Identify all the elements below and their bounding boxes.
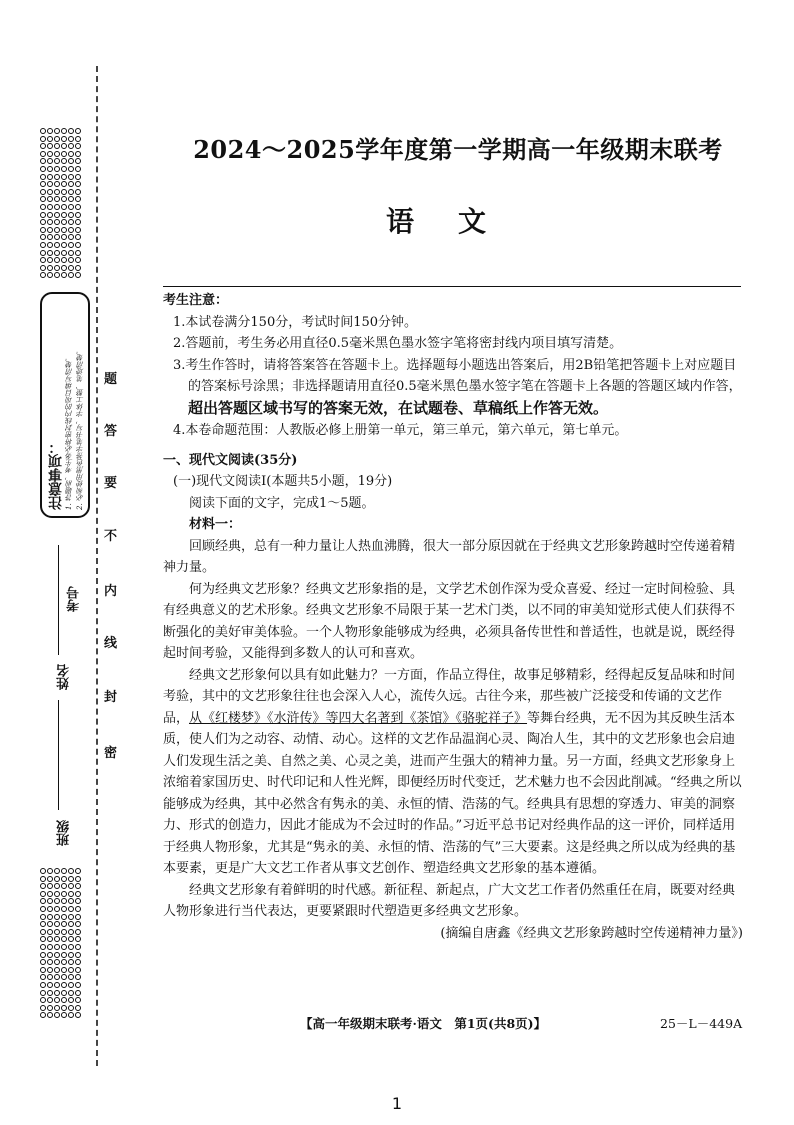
punch-hole-dot	[61, 898, 67, 904]
punch-hole-dot	[40, 265, 46, 271]
punch-hole-dot	[47, 898, 53, 904]
punch-hole-dot	[61, 189, 67, 195]
punch-hole-dot	[47, 883, 53, 889]
notice-item	[163, 355, 743, 421]
punch-hole-dot	[68, 250, 74, 256]
punch-hole-dot	[47, 219, 53, 225]
punch-hole-dot	[75, 876, 81, 882]
punch-hole-dot	[75, 212, 81, 218]
punch-hole-dot	[68, 929, 74, 935]
punch-hole-dot	[61, 876, 67, 882]
punch-hole-dot	[54, 136, 60, 142]
punch-hole-dot	[61, 265, 67, 271]
seal-char: 线	[104, 636, 118, 651]
punch-hole-dot	[47, 212, 53, 218]
punch-hole-dot	[75, 272, 81, 278]
punch-hole-dot	[54, 174, 60, 180]
punch-hole-dot	[40, 944, 46, 950]
punch-hole-dot	[47, 982, 53, 988]
punch-hole-dot	[47, 143, 53, 149]
punch-hole-dot	[40, 883, 46, 889]
punch-hole-dot	[61, 227, 67, 233]
punch-hole-dot	[75, 974, 81, 980]
punch-hole-dot	[40, 158, 46, 164]
punch-hole-dot	[68, 196, 74, 202]
punch-hole-dot	[61, 143, 67, 149]
punch-hole-dot	[61, 257, 67, 263]
punch-hole-dot	[54, 212, 60, 218]
punch-hole-dot	[61, 212, 67, 218]
punch-hole-dot	[68, 204, 74, 210]
punch-hole-dot	[40, 921, 46, 927]
punch-hole-dot	[68, 967, 74, 973]
punch-hole-dot	[54, 158, 60, 164]
punch-hole-dot	[68, 227, 74, 233]
punch-hole-dot	[54, 952, 60, 958]
punch-hole-dot	[75, 189, 81, 195]
seal-line	[96, 66, 98, 1066]
punch-hole-dot	[47, 974, 53, 980]
punch-hole-dot	[40, 196, 46, 202]
class-field-line[interactable]	[58, 700, 59, 810]
punch-hole-dot	[68, 959, 74, 965]
punch-hole-dot	[61, 936, 67, 942]
punch-hole-dot	[68, 166, 74, 172]
punch-hole-dot	[40, 906, 46, 912]
punch-hole-dot	[47, 166, 53, 172]
punch-hole-dot	[54, 936, 60, 942]
punch-hole-dot	[68, 974, 74, 980]
punch-hole-dot	[75, 128, 81, 134]
punch-hole-dot	[61, 158, 67, 164]
punch-hole-dot	[61, 166, 67, 172]
subject-title: 语文	[385, 205, 530, 238]
punch-hole-dot	[54, 219, 60, 225]
page-number: 1	[391, 1094, 403, 1113]
punch-hole-dot	[40, 959, 46, 965]
punch-hole-dot	[61, 219, 67, 225]
punch-hole-dot	[75, 891, 81, 897]
punch-hole-dot	[75, 982, 81, 988]
punch-hole-dot	[47, 250, 53, 256]
punch-hole-dot	[40, 151, 46, 157]
punch-hole-dot	[61, 906, 67, 912]
punch-hole-dot	[47, 876, 53, 882]
punch-hole-dot	[47, 265, 53, 271]
punch-hole-dot	[68, 982, 74, 988]
punch-hole-dot	[40, 898, 46, 904]
punch-hole-dot	[47, 272, 53, 278]
punch-hole-dot	[47, 189, 53, 195]
punch-hole-dot	[75, 883, 81, 889]
punch-hole-dot	[47, 967, 53, 973]
class-field-label: 班级	[57, 820, 72, 846]
punch-hole-dot	[54, 128, 60, 134]
punch-hole-dot	[75, 868, 81, 874]
punch-hole-dot	[75, 143, 81, 149]
punch-hole-dot	[47, 1005, 53, 1011]
punch-hole-dot	[47, 234, 53, 240]
punch-hole-dot	[68, 906, 74, 912]
punch-hole-dot	[68, 944, 74, 950]
punch-hole-dot	[68, 219, 74, 225]
punch-hole-dot	[75, 227, 81, 233]
punch-hole-dot	[54, 944, 60, 950]
punch-hole-dot	[75, 242, 81, 248]
punch-hole-dot	[68, 1012, 74, 1018]
punch-hole-dot	[54, 242, 60, 248]
punch-hole-dot	[54, 250, 60, 256]
punch-hole-dot	[68, 952, 74, 958]
punch-hole-dot	[40, 128, 46, 134]
paragraph: 何为经典文艺形象？经典文艺形象指的是，文学艺术创作深为受众喜爱、经过一定时间检验、具有经典意义的艺术形象。经典文艺形象不局限于某一艺术门类，以不同的审美知觉形式使人们获得不断强化的美好审美体验。一个人物形象能够成为经典，必须具备传世性和普适性，也就是说，既经得起时间考验，又能得到多数人的认可和喜欢。	[163, 581, 736, 661]
punch-hole-dot	[54, 257, 60, 263]
punch-hole-dot	[54, 272, 60, 278]
punch-hole-dot	[68, 891, 74, 897]
punch-hole-dot	[75, 174, 81, 180]
punch-hole-dot	[68, 272, 74, 278]
punch-hole-dot	[61, 868, 67, 874]
punch-hole-dot	[47, 151, 53, 157]
punch-hole-dot	[75, 952, 81, 958]
punch-hole-dot	[75, 997, 81, 1003]
exam-no-field-label: 考号	[67, 586, 82, 612]
punch-hole-dot	[68, 234, 74, 240]
punch-hole-dot	[40, 997, 46, 1003]
punch-hole-dot	[54, 204, 60, 210]
punch-hole-dot	[47, 868, 53, 874]
punch-hole-dot	[75, 967, 81, 973]
punch-hole-dot	[40, 1012, 46, 1018]
punch-hole-dot	[61, 272, 67, 278]
punch-hole-dot	[61, 967, 67, 973]
seal-char: 题	[104, 372, 118, 387]
material-label: 材料一：	[189, 517, 242, 532]
punch-hole-dot	[54, 868, 60, 874]
punch-hole-dot	[40, 143, 46, 149]
underlined-text: 从《红楼梦》《水浒传》等四大名著到《茶馆》《骆驼祥子》	[189, 710, 528, 726]
punch-hole-dot	[40, 1005, 46, 1011]
punch-hole-dot	[40, 952, 46, 958]
punch-hole-dot	[75, 936, 81, 942]
punch-hole-dot	[75, 151, 81, 157]
punch-hole-dot	[68, 189, 74, 195]
punch-hole-dot	[54, 967, 60, 973]
punch-hole-dot	[54, 876, 60, 882]
punch-hole-dot	[61, 959, 67, 965]
punch-hole-dot	[61, 982, 67, 988]
punch-hole-dot	[54, 227, 60, 233]
punch-hole-dot	[68, 242, 74, 248]
punch-hole-dot	[54, 990, 60, 996]
punch-hole-dot	[40, 272, 46, 278]
punch-hole-dot	[40, 166, 46, 172]
punch-hole-dot	[40, 929, 46, 935]
punch-hole-dot	[54, 929, 60, 935]
punch-hole-dot	[40, 189, 46, 195]
punch-hole-dot	[75, 1012, 81, 1018]
punch-hole-dot	[61, 891, 67, 897]
punch-hole-dot	[61, 181, 67, 187]
punch-hole-dot	[75, 136, 81, 142]
punch-hole-dot	[40, 136, 46, 142]
punch-hole-dot	[40, 181, 46, 187]
punch-hole-dot	[40, 242, 46, 248]
punch-hole-dot	[47, 227, 53, 233]
punch-hole-pattern-top	[40, 128, 88, 280]
punch-hole-dot	[54, 1005, 60, 1011]
punch-hole-dot	[54, 974, 60, 980]
punch-hole-dot	[75, 990, 81, 996]
punch-hole-dot	[61, 196, 67, 202]
punch-hole-dot	[47, 158, 53, 164]
section-heading: 一、现代文阅读(35分)	[163, 452, 298, 468]
punch-hole-dot	[40, 936, 46, 942]
punch-hole-dot	[61, 128, 67, 134]
punch-hole-dot	[75, 265, 81, 271]
punch-hole-dot	[40, 234, 46, 240]
punch-hole-dot	[75, 181, 81, 187]
punch-hole-dot	[75, 257, 81, 263]
punch-hole-dot	[47, 952, 53, 958]
punch-hole-dot	[54, 196, 60, 202]
source-citation: (摘编自唐鑫《经典文艺形象跨越时空传递精神力量》)	[440, 925, 743, 941]
exam-content	[163, 290, 743, 944]
punch-hole-dot	[47, 929, 53, 935]
punch-hole-dot	[47, 997, 53, 1003]
punch-hole-dot	[68, 898, 74, 904]
punch-hole-dot	[40, 876, 46, 882]
punch-hole-dot	[47, 906, 53, 912]
punch-hole-dot	[47, 959, 53, 965]
punch-hole-dot	[54, 166, 60, 172]
name-field-label: 姓名	[57, 664, 72, 690]
punch-hole-dot	[61, 914, 67, 920]
punch-hole-dot	[75, 921, 81, 927]
notice-item: 1.本试卷满分150分，考试时间150分钟。	[173, 314, 418, 330]
punch-hole-dot	[54, 181, 60, 187]
punch-hole-dot	[68, 158, 74, 164]
header-rule	[163, 286, 741, 287]
punch-hole-dot	[75, 929, 81, 935]
side-notice-item: 1. 答题前，考生务必将密封线内的项目填写清楚。	[65, 354, 73, 510]
punch-hole-dot	[47, 1012, 53, 1018]
punch-hole-dot	[61, 1012, 67, 1018]
punch-hole-dot	[68, 174, 74, 180]
punch-hole-dot	[54, 891, 60, 897]
punch-hole-dot	[47, 891, 53, 897]
page-footer: 【高一年级期末联考·语文 第1页(共8页)】	[300, 1016, 547, 1031]
punch-hole-dot	[40, 967, 46, 973]
punch-hole-dot	[75, 959, 81, 965]
punch-hole-dot	[47, 944, 53, 950]
punch-hole-dot	[61, 944, 67, 950]
punch-hole-dot	[61, 990, 67, 996]
punch-hole-dot	[75, 234, 81, 240]
punch-hole-dot	[40, 174, 46, 180]
punch-hole-dot	[47, 921, 53, 927]
punch-hole-dot	[75, 906, 81, 912]
punch-hole-dot	[68, 136, 74, 142]
punch-hole-dot	[68, 914, 74, 920]
punch-hole-dot	[47, 204, 53, 210]
notice-item: 2.答题前，考生务必用直径0.5毫米黑色墨水签字笔将密封线内项目填写清楚。	[173, 336, 623, 351]
punch-hole-dot	[40, 250, 46, 256]
punch-hole-dot	[54, 997, 60, 1003]
punch-hole-dot	[75, 196, 81, 202]
punch-hole-dot	[40, 982, 46, 988]
punch-hole-dot	[40, 219, 46, 225]
paragraph: 回顾经典，总有一种力量让人热血沸腾，很大一部分原因就在于经典文艺形象跨越时空传递着精神力量。	[163, 538, 736, 575]
punch-hole-pattern-bottom	[40, 868, 88, 1020]
punch-hole-dot	[61, 974, 67, 980]
punch-hole-dot	[54, 1012, 60, 1018]
punch-hole-dot	[68, 990, 74, 996]
subsection-heading: (一)现代文阅读Ⅰ(本题共5小题，19分)	[173, 474, 393, 489]
punch-hole-dot	[61, 234, 67, 240]
seal-char: 密	[104, 746, 118, 761]
punch-hole-dot	[54, 914, 60, 920]
punch-hole-dot	[61, 242, 67, 248]
notice-item: 4.本卷命题范围：人教版必修上册第一单元，第三单元，第六单元，第七单元。	[173, 423, 628, 438]
punch-hole-dot	[75, 219, 81, 225]
punch-hole-dot	[47, 136, 53, 142]
notice-heading: 考生注意：	[163, 293, 229, 308]
paragraph-text: 经典文艺形象何以具有如此魅力？一方面，作品立得住，故事足够精彩，经得起反复品味和时间考验，其中的文艺形象往往也会深入人心，流传久远。古往今来，那些被广泛接受和传诵的文艺作品，	[163, 667, 736, 726]
side-notice-box	[40, 292, 90, 518]
paragraph	[163, 665, 743, 880]
punch-hole-dot	[61, 929, 67, 935]
punch-hole-dot	[54, 265, 60, 271]
name-field-line[interactable]	[58, 545, 59, 655]
punch-hole-dot	[61, 1005, 67, 1011]
punch-hole-dot	[61, 952, 67, 958]
punch-hole-dot	[75, 166, 81, 172]
punch-hole-dot	[40, 914, 46, 920]
punch-hole-dot	[47, 174, 53, 180]
punch-hole-dot	[75, 898, 81, 904]
punch-hole-dot	[61, 204, 67, 210]
punch-hole-dot	[68, 1005, 74, 1011]
punch-hole-dot	[68, 265, 74, 271]
punch-hole-dot	[61, 151, 67, 157]
punch-hole-dot	[47, 196, 53, 202]
punch-hole-dot	[68, 876, 74, 882]
punch-hole-dot	[54, 982, 60, 988]
side-notice-item: 2. 必须使用黑色签字笔书写，字体工整、笔迹清楚。	[76, 347, 84, 510]
paragraph-text: 等舞台经典，无不因为其反映生活本质，使人们为之动容、动情、动心。这样的文艺作品温润心灵、陶冶人生，其中的文艺形象也会启迪人们发现生活之美、自然之美、心灵之美，进而产生强大的精神力量。另一方面，经典文艺形象身上浓缩着家国历史、时代印记和人性光辉，即便经历时代变迁，艺术魅力也不会因此削减。“经典之所以能够成为经典，其中必然含有隽永的美、永恒的情、浩荡的气。经典具有思想的穿透力、审美的洞察力、形式的创造力，因此才能成为不会过时的作品。”习近平总书记对经典作品的这一评价，同样适用于经典人物形象，尤其是“隽永的美、永恒的情、浩荡的气”三大要素。这是经典之所以成为经典的基本要素，更是广大文艺工作者从事文艺创作、塑造经典文艺形象的基本遵循。	[163, 710, 742, 876]
punch-hole-dot	[47, 128, 53, 134]
punch-hole-dot	[68, 212, 74, 218]
punch-hole-dot	[40, 868, 46, 874]
punch-hole-dot	[68, 128, 74, 134]
punch-hole-dot	[61, 883, 67, 889]
punch-hole-dot	[61, 997, 67, 1003]
punch-hole-dot	[75, 158, 81, 164]
punch-hole-dot	[68, 883, 74, 889]
instruction: 阅读下面的文字，完成1～5题。	[189, 495, 375, 511]
punch-hole-dot	[47, 181, 53, 187]
seal-char: 答	[104, 424, 118, 439]
punch-hole-dot	[47, 242, 53, 248]
punch-hole-dot	[75, 944, 81, 950]
punch-hole-dot	[54, 234, 60, 240]
punch-hole-dot	[47, 257, 53, 263]
punch-hole-dot	[61, 250, 67, 256]
punch-hole-dot	[68, 868, 74, 874]
punch-hole-dot	[54, 143, 60, 149]
punch-hole-dot	[54, 906, 60, 912]
paragraph: 经典文艺形象有着鲜明的时代感。新征程、新起点，广大文艺工作者仍然重任在肩，既要对经典人物形象进行当代表达，更要紧跟时代塑造更多经典文艺形象。	[163, 882, 736, 919]
punch-hole-dot	[68, 143, 74, 149]
punch-hole-dot	[54, 921, 60, 927]
punch-hole-dot	[68, 921, 74, 927]
punch-hole-dot	[75, 1005, 81, 1011]
punch-hole-dot	[61, 921, 67, 927]
punch-hole-dot	[40, 227, 46, 233]
punch-hole-dot	[47, 914, 53, 920]
seal-char: 内	[104, 584, 118, 599]
punch-hole-dot	[68, 936, 74, 942]
punch-hole-dot	[54, 151, 60, 157]
punch-hole-dot	[75, 914, 81, 920]
punch-hole-dot	[75, 204, 81, 210]
punch-hole-dot	[40, 974, 46, 980]
punch-hole-dot	[40, 212, 46, 218]
punch-hole-dot	[40, 204, 46, 210]
notice-emphasis: 超出答题区域书写的答案无效，在试题卷、草稿纸上作答无效。	[188, 398, 609, 417]
punch-hole-dot	[54, 883, 60, 889]
punch-hole-dot	[54, 959, 60, 965]
punch-hole-dot	[47, 990, 53, 996]
exam-code: 25－L－449A	[660, 1016, 743, 1031]
punch-hole-dot	[75, 250, 81, 256]
punch-hole-dot	[68, 257, 74, 263]
seal-char: 不	[104, 529, 118, 544]
notice-item-text: 3.考生作答时，请将答案答在答题卡上。选择题每小题选出答案后，用2B铅笔把答题卡上对应题目的答案标号涂黑；非选择题请用直径0.5毫米黑色墨水签字笔在答题卡上各题的答题区域内作答，	[173, 357, 742, 394]
side-notice-title: 注意事项：	[48, 440, 64, 510]
punch-hole-dot	[47, 936, 53, 942]
seal-char: 要	[104, 476, 118, 491]
punch-hole-dot	[61, 136, 67, 142]
seal-char: 封	[104, 690, 118, 705]
punch-hole-dot	[61, 174, 67, 180]
exam-title: 2024～2025学年度第一学期高一年级期末联考	[193, 135, 723, 164]
punch-hole-dot	[54, 189, 60, 195]
punch-hole-dot	[40, 891, 46, 897]
punch-hole-dot	[40, 257, 46, 263]
punch-hole-dot	[68, 151, 74, 157]
punch-hole-dot	[54, 898, 60, 904]
punch-hole-dot	[68, 997, 74, 1003]
punch-hole-dot	[68, 181, 74, 187]
punch-hole-dot	[40, 990, 46, 996]
